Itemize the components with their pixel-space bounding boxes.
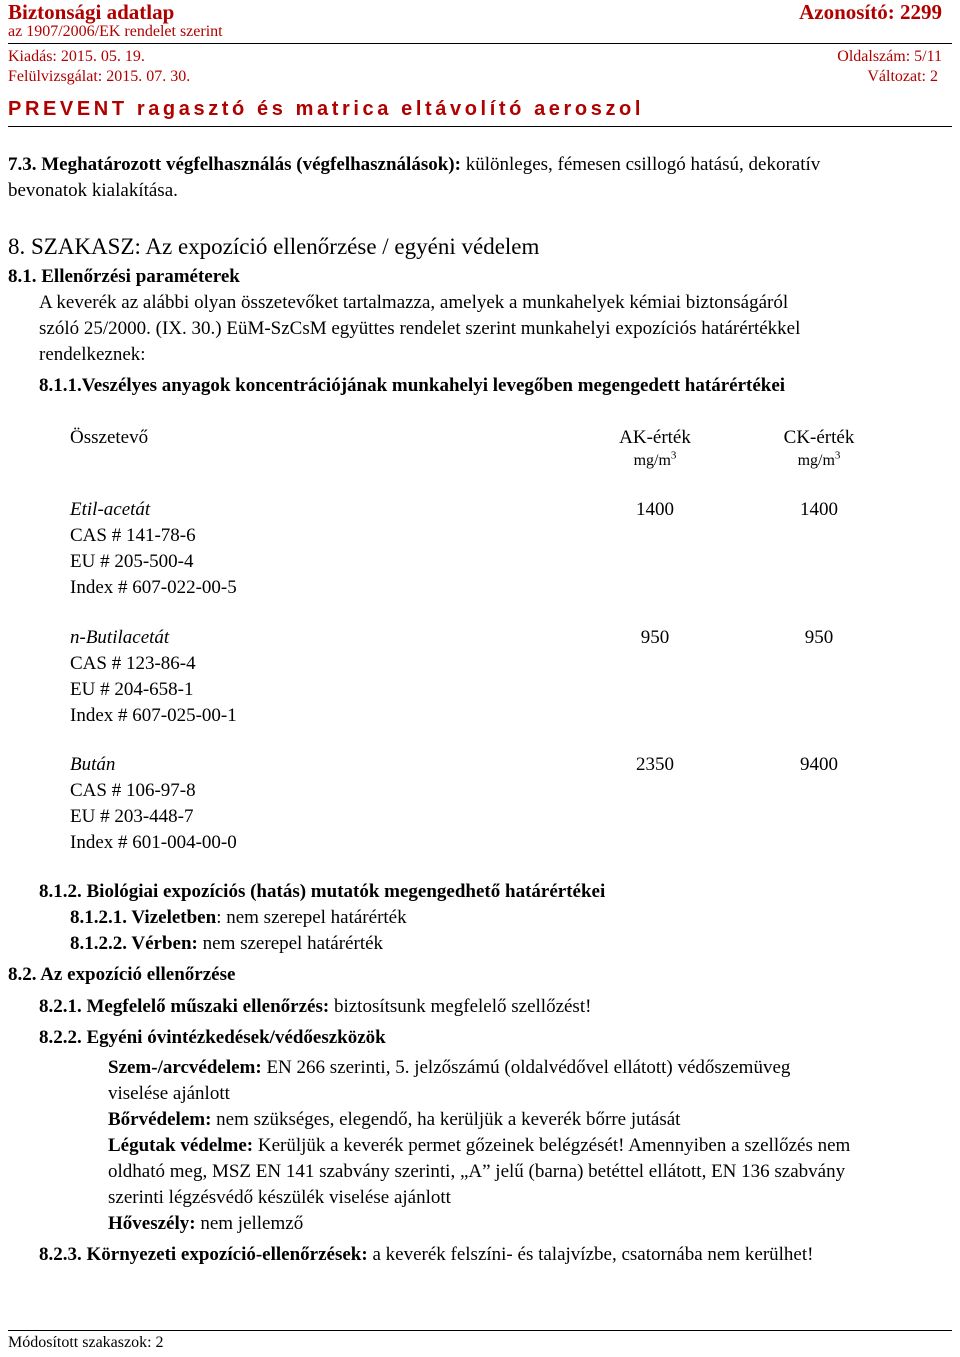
- section-8-1-heading: 8.1. Ellenőrzési paraméterek: [8, 266, 240, 287]
- eu-number: EU # 204-658-1: [70, 679, 194, 700]
- section-8-2-heading: 8.2. Az expozíció ellenőrzése: [8, 964, 236, 985]
- section-8-1-text-1: A keverék az alábbi olyan összetevőket tartalmazza, amelyek a munkahelyek kémiai biztonságáról: [39, 292, 789, 313]
- ak-value: 2350: [636, 754, 674, 775]
- section-8-1-2-1: 8.1.2.1. Vizeletben: nem szerepel határérték: [70, 907, 407, 928]
- section-8-1-text-2: szóló 25/2000. (IX. 30.) EüM-SzCsM együttes rendelet szerint munkahelyi expozíciós határértékkel: [39, 318, 801, 339]
- section-8-heading: 8. SZAKASZ: Az expozíció ellenőrzése / egyéni védelem: [8, 234, 540, 259]
- respiratory-protection-cont-1: oldható meg, MSZ EN 141 szabvány szerinti, „A” jelű (barna) betéttel ellátott, EN 136 szabvány: [108, 1161, 846, 1182]
- eu-number: EU # 205-500-4: [70, 551, 194, 572]
- ak-value: 1400: [636, 499, 674, 520]
- section-8-1-2-heading: 8.1.2. Biológiai expozíciós (hatás) mutatók megengedhető határértékei: [39, 881, 606, 902]
- review-date: Felülvizsgálat: 2015. 07. 30.: [8, 68, 191, 85]
- column-header-ck: CK-érték: [783, 427, 855, 448]
- issue-date: Kiadás: 2015. 05. 19.: [8, 48, 145, 65]
- section-8-1-1-heading: 8.1.1.Veszélyes anyagok koncentrációjának munkahelyi levegőben megengedett határértékei: [39, 375, 786, 396]
- section-7-3-text: különleges, fémesen csillogó hatású, dekoratív: [460, 154, 821, 175]
- unit-ck: $mg/m^3$: [797, 449, 841, 469]
- regulation-reference: az 1907/2006/EK rendelet szerint: [8, 23, 223, 40]
- ak-value: 950: [640, 627, 670, 648]
- component-name: Bután: [70, 754, 116, 775]
- index-number: Index # 601-004-00-0: [70, 832, 237, 853]
- column-header-component: Összetevő: [70, 427, 149, 448]
- component-name: n-Butilacetát: [70, 627, 170, 648]
- unit-ak: $mg/m^3$: [633, 449, 677, 469]
- section-7-3: [8, 152, 820, 178]
- eye-protection: Szem-/arcvédelem: EN 266 szerinti, 5. jelzőszámú (oldalvédővel ellátott) védőszemüveg: [108, 1057, 791, 1078]
- section-8-1-text-3: rendelkeznek:: [39, 344, 146, 365]
- ck-value: 9400: [800, 754, 838, 775]
- cas-number: CAS # 106-97-8: [70, 780, 196, 801]
- document-title: Biztonsági adatlap: [8, 0, 175, 24]
- section-7-3-label: 7.3. Meghatározott végfelhasználás (végfelhasználások):: [8, 154, 461, 175]
- ck-value: 1400: [800, 499, 838, 520]
- modified-sections: Módosított szakaszok: 2: [8, 1334, 164, 1351]
- cas-number: CAS # 123-86-4: [70, 653, 196, 674]
- respiratory-protection: Légutak védelme: Kerüljük a keverék permet gőzeinek belégzését! Amennyiben a szellőzés nem: [108, 1135, 851, 1156]
- respiratory-protection-cont-2: szerinti légzésvédő készülék viselése ajánlott: [108, 1187, 451, 1208]
- section-8-2-3: 8.2.3. Környezeti expozíció-ellenőrzések: a keverék felszíni- és talajvízbe, csatornába nem kerülhet!: [39, 1244, 814, 1265]
- cas-number: CAS # 141-78-6: [70, 525, 196, 546]
- ck-value: 950: [804, 627, 834, 648]
- eu-number: EU # 203-448-7: [70, 806, 194, 827]
- product-name: PREVENT ragasztó és matrica eltávolító aeroszol: [8, 98, 645, 120]
- eye-protection-cont: viselése ajánlott: [108, 1083, 230, 1104]
- version: Változat: 2: [867, 68, 938, 85]
- document-identifier: Azonosító: 2299: [799, 0, 942, 24]
- index-number: Index # 607-022-00-5: [70, 577, 237, 598]
- footer-divider: [8, 1330, 952, 1331]
- component-name: Etil-acetát: [70, 499, 151, 520]
- section-8-1-2-2: 8.1.2.2. Vérben: nem szerepel határérték: [70, 933, 384, 954]
- skin-protection: Bőrvédelem: nem szükséges, elegendő, ha kerüljük a keverék bőrre jutását: [108, 1109, 681, 1130]
- index-number: Index # 607-025-00-1: [70, 705, 237, 726]
- column-header-ak: AK-érték: [619, 427, 691, 448]
- product-divider: [8, 126, 952, 127]
- section-7-3-text-cont: bevonatok kialakítása.: [8, 180, 178, 201]
- thermal-hazard: Hőveszély: nem jellemző: [108, 1213, 304, 1234]
- header-divider: [8, 43, 952, 44]
- page-number: Oldalszám: 5/11: [837, 48, 942, 65]
- section-8-2-1: 8.2.1. Megfelelő műszaki ellenőrzés: biztosítsunk megfelelő szellőzést!: [39, 996, 592, 1017]
- section-8-2-2-heading: 8.2.2. Egyéni óvintézkedések/védőeszközök: [39, 1027, 386, 1048]
